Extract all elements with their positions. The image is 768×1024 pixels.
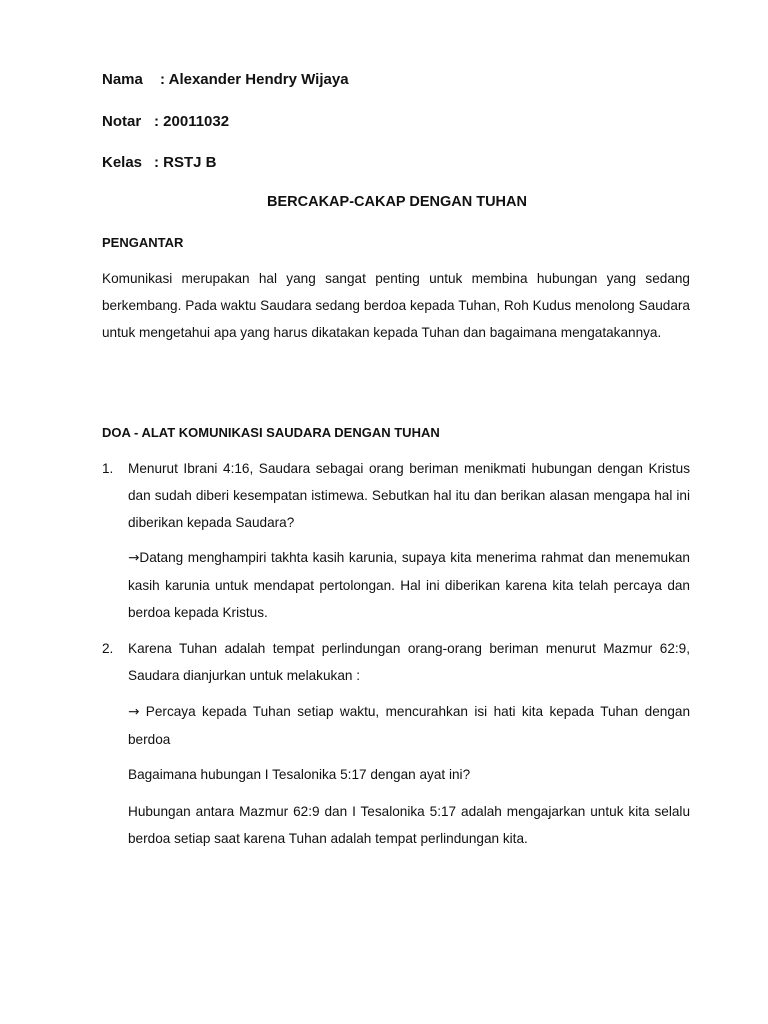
item-number: 1. bbox=[102, 461, 114, 476]
item-number: 2. bbox=[102, 641, 114, 656]
arrow-icon: → bbox=[128, 550, 140, 566]
followup-answer: Hubungan antara Mazmur 62:9 dan I Tesalonika 5:17 adalah mengajarkan untuk kita selalu berdoa setiap saat karena Tuhan adalah tempat perlindungan kita. bbox=[128, 804, 690, 846]
intro-heading: PENGANTAR bbox=[102, 235, 184, 250]
question-text: Karena Tuhan adalah tempat perlindungan orang-orang beriman menurut Mazmur 62:9, Saudara dianjurkan untuk melakukan : bbox=[128, 641, 690, 683]
answer-body: Percaya kepada Tuhan setiap waktu, mencurahkan isi hati kita kepada Tuhan dengan berdoa bbox=[128, 704, 690, 747]
notar-value: : 20011032 bbox=[154, 113, 230, 130]
kelas-value: : RSTJ B bbox=[154, 154, 217, 171]
name-line bbox=[102, 71, 349, 88]
intro-paragraph: Komunikasi merupakan hal yang sangat penting untuk membina hubungan yang sedang berkembang. Pada waktu Saudara sedang berdoa kepada Tuhan, Roh Kudus menolong Saudara untuk mengetahui apa yang harus dikatakan kepada Tuhan dan bagaimana mengatakannya. bbox=[102, 271, 690, 340]
arrow-icon: → bbox=[128, 704, 140, 720]
notar-line bbox=[102, 113, 229, 130]
answer-text bbox=[128, 698, 690, 753]
kelas-line bbox=[102, 154, 217, 171]
question-text: Menurut Ibrani 4:16, Saudara sebagai orang beriman menikmati hubungan dengan Kristus dan sudah diberi kesempatan istimewa. Sebutkan hal itu dan berikan alasan mengapa hal ini diberikan kepada Saudara? bbox=[128, 461, 690, 530]
document-title: BERCAKAP-CAKAP DENGAN TUHAN bbox=[267, 194, 527, 210]
name-label: Nama bbox=[102, 71, 143, 88]
name-value: : Alexander Hendry Wijaya bbox=[160, 71, 349, 88]
answer-body: Datang menghampiri takhta kasih karunia, supaya kita menerima rahmat dan menemukan kasih karunia untuk mendapat pertolongan. Hal ini diberikan karena kita telah percaya dan berdoa kepada Kristus. bbox=[128, 550, 690, 620]
answer-text bbox=[128, 544, 690, 626]
section-heading: DOA - ALAT KOMUNIKASI SAUDARA DENGAN TUHAN bbox=[102, 425, 440, 440]
followup-question: Bagaimana hubungan I Tesalonika 5:17 dengan ayat ini? bbox=[128, 767, 471, 782]
notar-label: Notar bbox=[102, 113, 142, 130]
kelas-label: Kelas bbox=[102, 154, 143, 171]
